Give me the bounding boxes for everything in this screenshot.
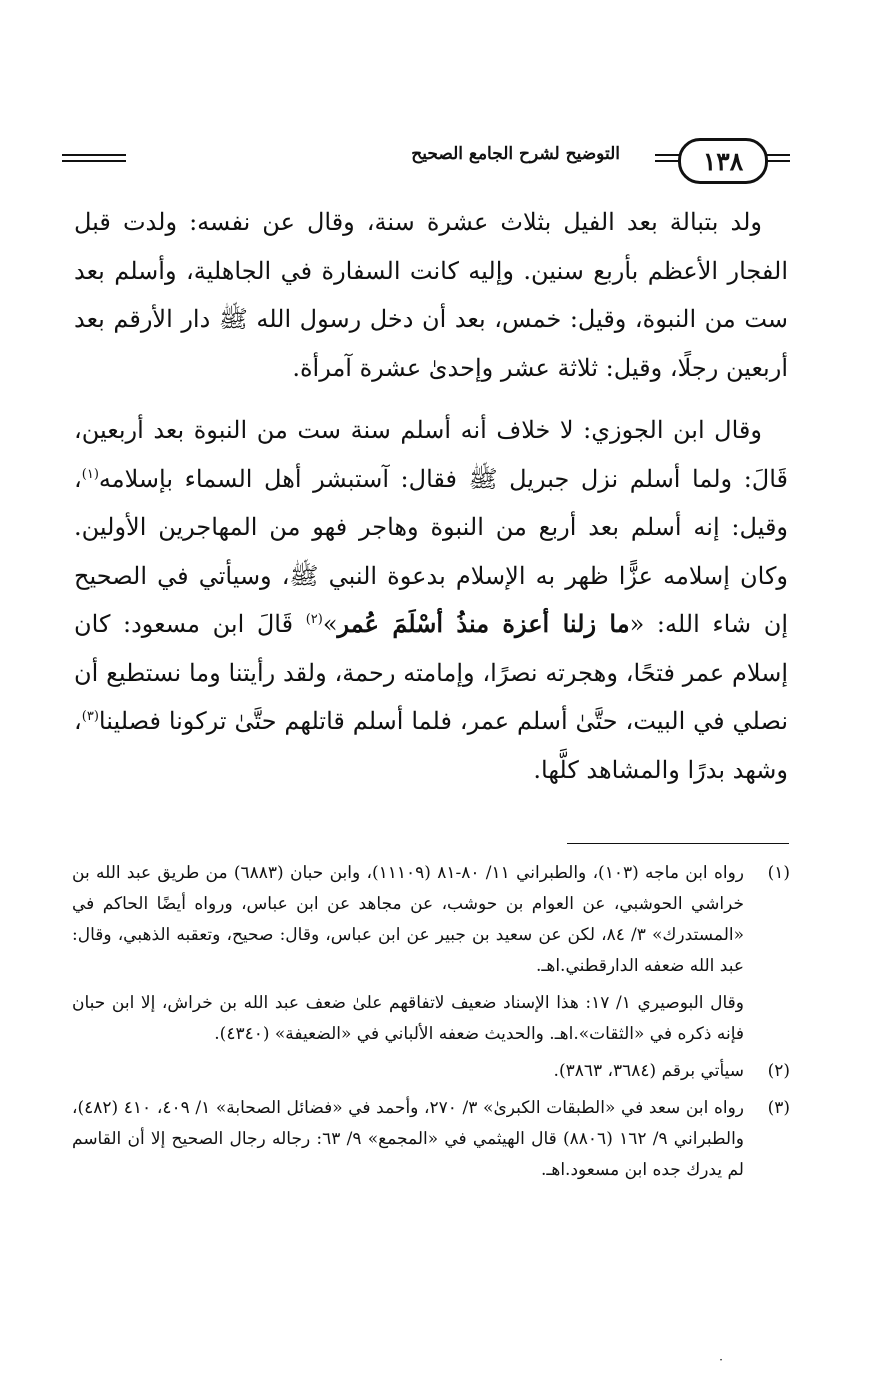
footnote-1-number: (١) — [767, 863, 790, 883]
footnote-3 — [72, 1093, 790, 1192]
paragraph-2-part-e: ، وشهد بدرًا والمشاهد كلَّها. — [74, 707, 788, 784]
quote-close: » — [322, 610, 338, 638]
footnote-3-text: رواه ابن سعد في «الطبقات الكبرىٰ» ٣/ ٢٧٠، وأحمد في «فضائل الصحابة» ١/ ٤٠٩، ٤١٠ (٤٨٢)، والطبراني ٩/ ١٦٢ (٨٨٠٦) قال الهيثمي في «المجمع» ٩/ ٦٣: رجاله رجال الصحيح إلا أن القاسم لم يدرك جده ابن مسعود.اهـ. — [72, 1098, 745, 1180]
paragraph-2-part-b: ، وقيل: إنه أسلم بعد أربع من النبوة وهاجر فهو من المهاجرين الأولين. وكان إسلامه عزًّا ظهر به الإسلام بدعوة النبي ﷺ، وسيأتي في الصحيح إن شاء الله: « — [74, 464, 788, 638]
paragraph-2-part-d: قَالَ ابن مسعود: كان إسلام عمر فتحًا، وهجرته نصرًا، وإمامته رحمة، ولقد رأيتنا وما نستطيع أن نصلي في البيت، حتَّىٰ أسلم عمر، فلما أسلم قاتلهم حتَّىٰ تركونا فصلينا — [74, 610, 788, 735]
footnote-ref-1[interactable]: (١) — [81, 466, 99, 482]
page-speck: · — [719, 1353, 723, 1367]
footnote-separator — [567, 843, 789, 844]
page-number-ornament — [655, 130, 790, 186]
hadith-quote: ما زلنا أعزة منذُ أسْلَمَ عُمر — [337, 609, 630, 638]
footnote-ref-3[interactable]: (٣) — [81, 709, 99, 724]
footnote-3-body — [72, 1093, 744, 1192]
footnotes — [72, 858, 790, 1192]
footnote-1-text: رواه ابن ماجه (١٠٣)، والطبراني ١١/ ٨٠-٨١ (١١١٠٩)، وابن حبان (٦٨٨٣) من طريق عبد الله بن خراشي الحوشبي، عن العوام بن حوشب، عن مجاهد عن ابن عباس، ورواه أيضًا الحاكم في «المستدرك» ٣/ ٨٤، لكن عن سعيد بن جبير عن ابن عباس، وقال: صحيح، وتعقبه الذهبي، وقال: عبد الله ضعفه الدارقطني.اهـ. — [72, 863, 744, 976]
footnote-1-text-2: وقال البوصيري ١/ ١٧: هذا الإسناد ضعيف لاتفاقهم علىٰ ضعف عبد الله بن خراش، إلا ابن حبان فإنه ذكره في «الثقات».اهـ. والحديث ضعفه الألباني في «الضعيفة» (٤٣٤٠). — [72, 993, 744, 1044]
footnote-ref-2[interactable]: (٢) — [305, 612, 323, 627]
footnote-3-number: (٣) — [767, 1098, 790, 1118]
book-title: التوضيح لشرح الجامع الصحيح — [411, 144, 620, 164]
footnote-2-text: سيأتي برقم (٣٦٨٤، ٣٨٦٣). — [553, 1061, 744, 1081]
footnote-2-body — [72, 1056, 744, 1093]
main-text — [74, 198, 788, 808]
paragraph-2 — [74, 406, 788, 794]
page-header — [62, 130, 790, 190]
footnote-2 — [72, 1056, 790, 1093]
footnote-2-number: (٢) — [767, 1061, 790, 1081]
footnote-1-body — [72, 858, 744, 1056]
page-number: ١٣٨ — [678, 138, 768, 184]
paragraph-2-part-a: وقال ابن الجوزي: لا خلاف أنه أسلم سنة ست من النبوة بعد أربعين، قَالَ: ولما أسلم نزل جبريل ﷺ فقال: آستبشر أهل السماء بإسلامه — [74, 416, 788, 493]
footnote-1 — [72, 858, 790, 1056]
header-rule-left — [62, 154, 126, 162]
paragraph-1: ولد بتبالة بعد الفيل بثلاث عشرة سنة، وقال عن نفسه: ولدت قبل الفجار الأعظم بأربع سنين. وإليه كانت السفارة في الجاهلية، وأسلم بعد ست من النبوة، وقيل: خمس، بعد أن دخل رسول الله ﷺ دار الأرقم بعد أربعين رجلًا، وقيل: ثلاثة عشر وإحدىٰ عشرة آمرأة. — [74, 208, 788, 382]
